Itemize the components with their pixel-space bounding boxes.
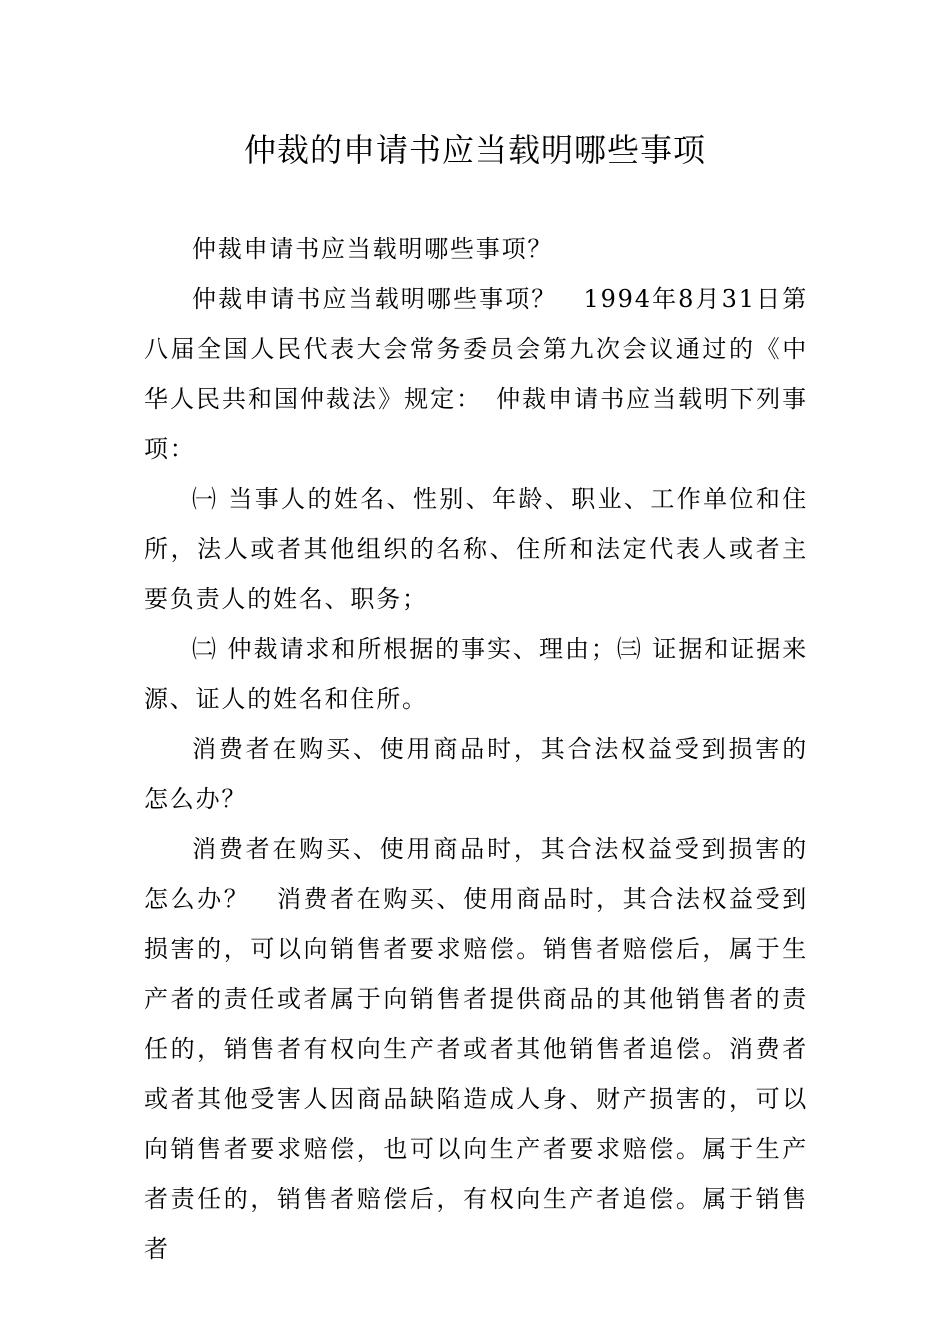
paragraph-item-2-3: ㈡ 仲裁请求和所根据的事实、理由；㈢ 证据和证据来源、证人的姓名和住所。 [144,635,808,713]
document-title: 仲裁的申请书应当载明哪些事项 [243,131,706,169]
document-body [144,224,808,1274]
paragraph-consumer-answer: 消费者在购买、使用商品时，其合法权益受到损害的怎么办？ 消费者在购买、使用商品时，其合法权益受到损害的，可以向销售者要求赔偿。销售者赔偿后，属于生产者的责任或者属于向销售者提供商品的其他销售者的责任的，销售者有权向生产者或者其他销售者追偿。消费者或者其他受害人因商品缺陷造成人身、财产损害的，可以向销售者要求赔偿，也可以向生产者要求赔偿。属于生产者责任的，销售者赔偿后，有权向生产者追偿。属于销售者 [144,835,808,1263]
paragraph-consumer-question: 消费者在购买、使用商品时，其合法权益受到损害的怎么办？ [144,735,808,813]
paragraph-item-1: ㈠ 当事人的姓名、性别、年龄、职业、工作单位和住所，法人或者其他组织的名称、住所和法定代表人或者主要负责人的姓名、职务； [144,485,808,613]
paragraph-question: 仲裁申请书应当载明哪些事项？ [192,235,554,263]
paragraph-arbitration-law: 仲裁申请书应当载明哪些事项？ 1994年8月31日第八届全国人民代表大会常务委员会第九次会议通过的《中华人民共和国仲裁法》规定： 仲裁申请书应当载明下列事项： [144,285,808,463]
